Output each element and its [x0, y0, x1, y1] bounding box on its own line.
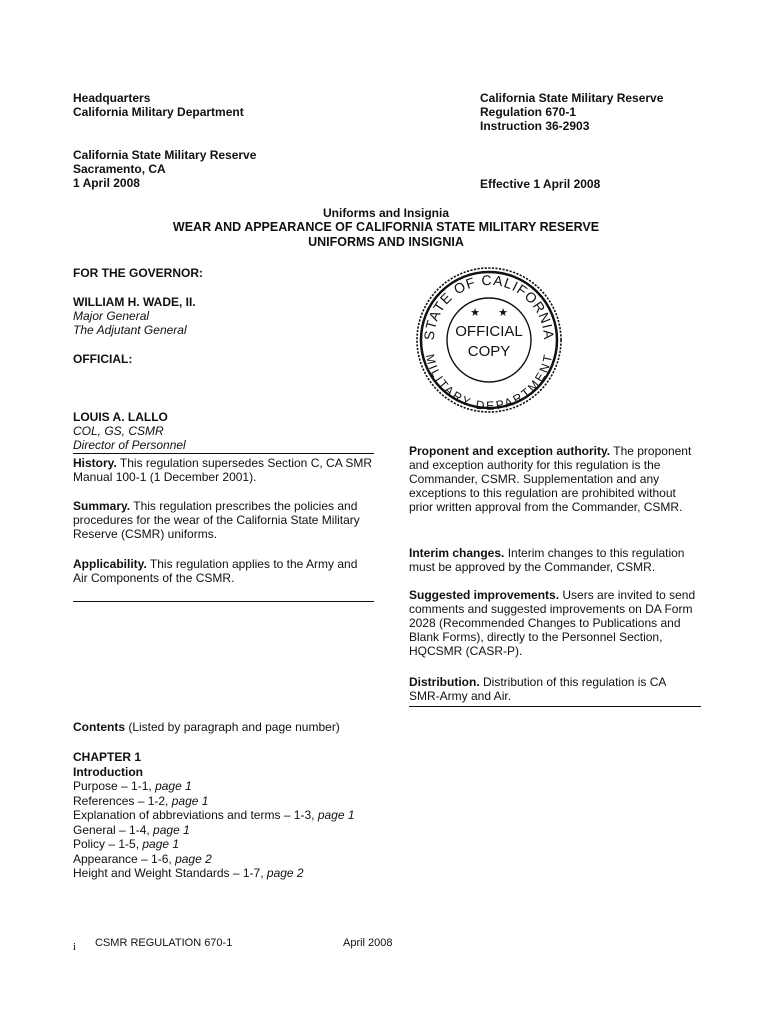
footer-doc-title: CSMR REGULATION 670-1 [95, 937, 233, 949]
location-block [73, 148, 256, 190]
left-divider-bottom [73, 601, 374, 602]
footer-page-number: i [73, 941, 77, 953]
header-left-line: Headquarters [73, 91, 151, 105]
signer-rank: Major General [73, 309, 150, 323]
proponent-label: Proponent and exception authority. [409, 444, 611, 458]
distribution-text: Distribution of this regulation is CA SMR-Army and Air. [409, 675, 666, 703]
header-right-line: California State Military Reserve [480, 91, 664, 105]
interim-text: Interim changes to this regulation must be approved by the Commander, CSMR. [409, 546, 685, 574]
svg-text:MILITARY DEPARTMENT [423, 353, 556, 413]
title-line1: WEAR AND APPEARANCE OF CALIFORNIA STATE MILITARY RESERVE [172, 220, 600, 234]
suggested-label: Suggested improvements. [409, 588, 560, 602]
contents-heading [73, 720, 340, 734]
right-divider-bottom [409, 706, 701, 707]
toc-item[interactable]: Purpose – 1-1, page 1 [73, 779, 192, 793]
title-line2: UNIFORMS AND INSIGNIA [308, 235, 464, 249]
signer-role: The Adjutant General [73, 323, 187, 337]
title-subject: Uniforms and Insignia [322, 206, 449, 220]
applicability-paragraph [73, 557, 373, 585]
signer-name: WILLIAM H. WADE, II. [73, 295, 196, 309]
header-left [73, 91, 244, 119]
seal-center-line2: COPY [467, 343, 511, 360]
toc-item[interactable]: Height and Weight Standards – 1-7, page 2 [73, 866, 304, 880]
contents-note: (Listed by paragraph and page number) [125, 720, 340, 734]
header-right-line: Instruction 36-2903 [480, 119, 590, 133]
applicability-label: Applicability. [73, 557, 147, 571]
header-right-line: Regulation 670-1 [480, 105, 577, 119]
toc-item[interactable]: Policy – 1-5, page 1 [73, 837, 180, 851]
seal-center-line1: OFFICIAL [455, 323, 523, 340]
contents-label: Contents [73, 720, 125, 734]
header-left-line: California Military Department [73, 105, 244, 119]
for-governor: FOR THE GOVERNOR: [73, 266, 204, 280]
seal-ring-top: STATE OF CALIFORNIA [420, 271, 558, 341]
interim-paragraph [409, 546, 701, 574]
distribution-label: Distribution. [409, 675, 480, 689]
history-paragraph [73, 456, 373, 484]
footer-date: April 2008 [343, 937, 393, 949]
seal-ring-bottom: MILITARY DEPARTMENT [422, 352, 556, 413]
suggested-paragraph [409, 588, 699, 658]
chapter-number: CHAPTER 1 [73, 750, 142, 764]
proponent-paragraph [409, 444, 701, 514]
distribution-paragraph [409, 675, 699, 703]
proponent-text: The proponent and exception authority for this regulation is the Commander, CSMR. Supplementation and any exceptions to this regulation are prohibited without prior written approval from the Commander, CSMR. [409, 444, 692, 514]
toc-list [73, 779, 355, 881]
summary-label: Summary. [73, 499, 131, 513]
location-line: 1 April 2008 [73, 176, 140, 190]
header-right [480, 91, 663, 133]
star-icon: ★ [498, 307, 508, 319]
chapter-title: Introduction [73, 765, 143, 779]
effective-date: Effective 1 April 2008 [480, 177, 601, 191]
suggested-text: Users are invited to send comments and suggested improvements on DA Form 2028 (Recommended Changes to Publications and Blank Forms), directly to the Personnel Section, HQCSMR (CASR-P). [409, 588, 696, 658]
toc-item[interactable]: Explanation of abbreviations and terms – 1-3, page 1 [73, 808, 355, 822]
summary-paragraph [73, 499, 373, 541]
official-name: LOUIS A. LALLO [73, 410, 168, 424]
star-icon: ★ [470, 307, 480, 319]
summary-text: This regulation prescribes the policies and procedures for the wear of the California State Military Reserve (CSMR) uniforms. [73, 499, 360, 541]
toc-item[interactable]: Appearance – 1-6, page 2 [73, 851, 212, 866]
location-line: California State Military Reserve [73, 148, 257, 162]
history-label: History. [73, 456, 117, 470]
official-role: Director of Personnel [73, 438, 186, 452]
interim-label: Interim changes. [409, 546, 505, 560]
official-seal-stamp [413, 266, 565, 414]
official-label: OFFICIAL: [73, 352, 133, 366]
history-text: This regulation supersedes Section C, CA SMR Manual 100-1 (1 December 2001). [73, 456, 373, 484]
location-line: Sacramento, CA [73, 162, 166, 176]
applicability-text: This regulation applies to the Army and Air Components of the CSMR. [73, 557, 358, 585]
toc-item[interactable]: References – 1-2, page 1 [73, 793, 209, 808]
left-divider-top [73, 453, 374, 454]
official-rank: COL, GS, CSMR [73, 424, 164, 438]
toc-item[interactable]: General – 1-4, page 1 [73, 822, 190, 837]
